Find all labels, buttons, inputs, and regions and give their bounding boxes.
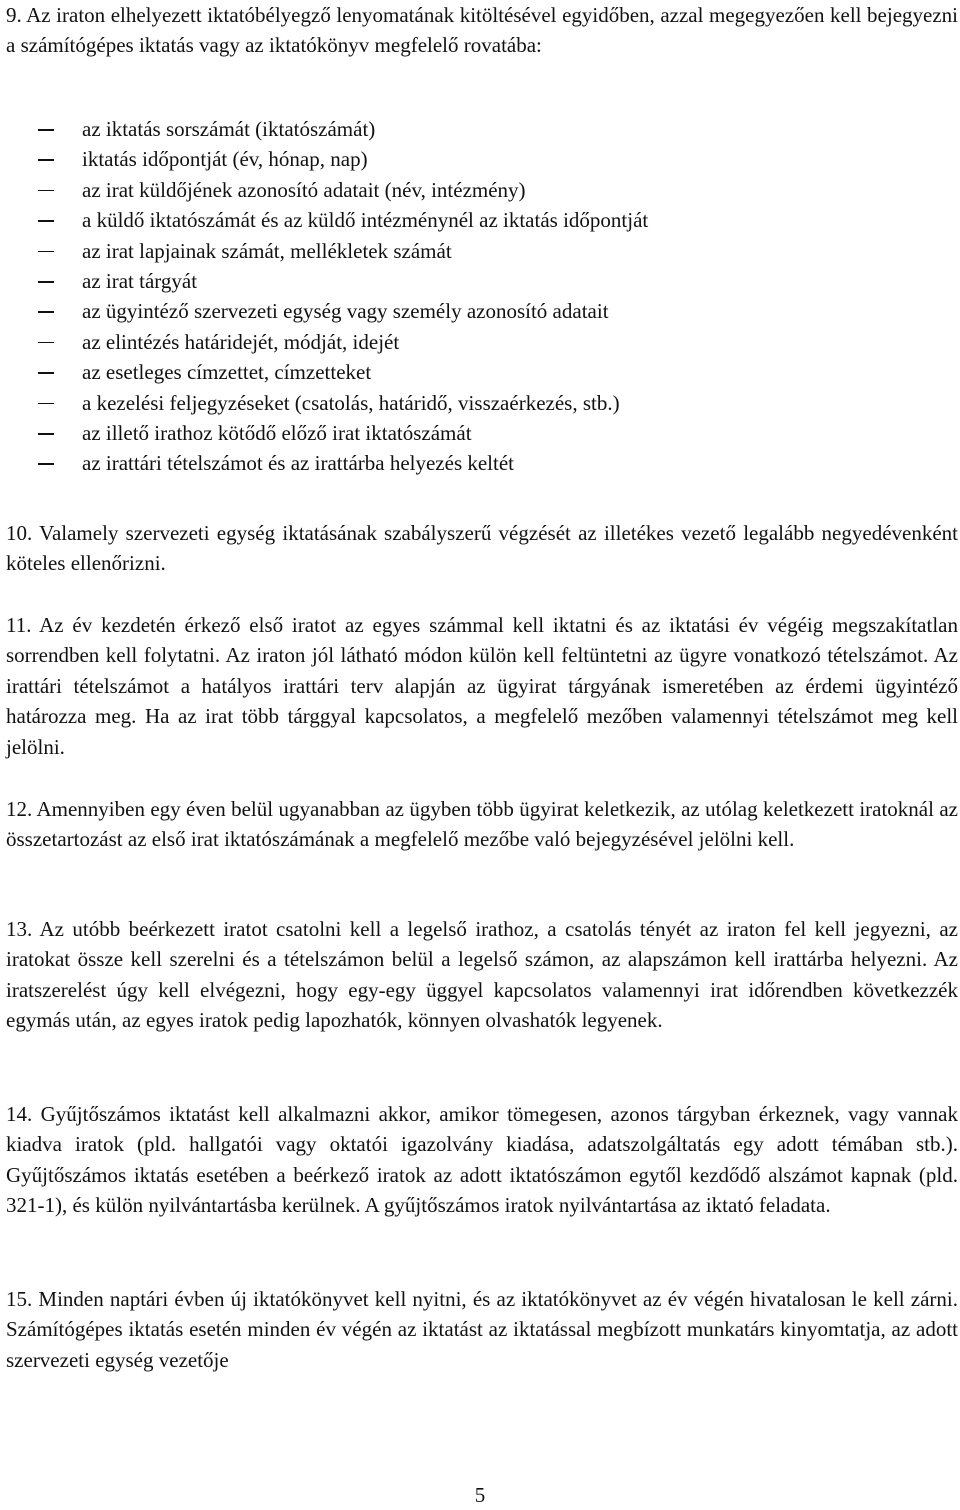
paragraph-13: 13. Az utóbb beérkezett iratot csatolni kell a legelső irathoz, a csatolás tényét az iraton fel kell jegyezni, az iratokat össze kell szerelni és a tételszámon belül a legelső számon, az alapszámon kell irattárba helyezni. Az iratszerelést úgy kell elvégezni, hogy egy-egy üggyel kapcsolatos valamennyi irat időrendben következzék egymás után, az egyes iratok pedig lapozhatók, könnyen olvashatók legyenek. bbox=[6, 917, 958, 1033]
page-number: 5 bbox=[474, 1483, 486, 1507]
dash-bullet bbox=[38, 251, 54, 253]
paragraph-15: 15. Minden naptári évben új iktatókönyvet kell nyitni, és az iktatókönyvet az év végén hivatalosan le kell zárni. Számítógépes iktatás esetén minden év végén az iktatást az iktatással megbízott munkatárs kinyomtatja, az adott szervezeti egység vezetője bbox=[6, 1287, 958, 1372]
list-item: az elintézés határidejét, módját, idejét bbox=[6, 327, 958, 357]
list-item: az irat tárgyát bbox=[6, 266, 958, 296]
list-item: a kezelési feljegyzéseket (csatolás, határidő, visszaérkezés, stb.) bbox=[6, 388, 958, 418]
dash-bullet bbox=[38, 129, 54, 131]
paragraph-11: 11. Az év kezdetén érkező első iratot az egyes számmal kell iktatni és az iktatási év végéig megszakítatlan sorrendben kell folytatni. Az iraton jól látható módon külön kell feltüntetni az ügyre vonatkozó tételszámot. Az irattári tételszámot a hatályos irattári terv alapján az ügyirat tárgyának ismeretében az érdemi ügyintéző határozza meg. Ha az irat több tárggyal kapcsolatos, a megfelelő mezőben valamennyi tételszámot meg kell jelölni. bbox=[6, 613, 958, 759]
list-item: az irat lapjainak számát, mellékletek számát bbox=[6, 236, 958, 266]
paragraph-12: 12. Amennyiben egy éven belül ugyanabban az ügyben több ügyirat keletkezik, az utólag keletkezett iratoknál az összetartozást az első irat iktatószámának a megfelelő mezőbe való bejegyzésével jelölni kell. bbox=[6, 797, 958, 852]
dash-bullet bbox=[38, 403, 54, 405]
dash-bullet bbox=[38, 281, 54, 283]
dash-bullet bbox=[38, 372, 54, 374]
registration-fields-list bbox=[6, 114, 958, 479]
dash-bullet bbox=[38, 159, 54, 161]
list-item: a küldő iktatószámát és az küldő intézménynél az iktatás időpontját bbox=[6, 205, 958, 235]
list-item: az esetleges címzettet, címzetteket bbox=[6, 357, 958, 387]
list-item: iktatás időpontját (év, hónap, nap) bbox=[6, 144, 958, 174]
list-item: az irat küldőjének azonosító adatait (név, intézmény) bbox=[6, 175, 958, 205]
paragraph-10: 10. Valamely szervezeti egység iktatásának szabályszerű végzését az illetékes vezető legalább negyedévenként köteles ellenőrizni. bbox=[6, 521, 958, 576]
dash-bullet bbox=[38, 190, 54, 192]
list-item: az illető irathoz kötődő előző irat iktatószámát bbox=[6, 418, 958, 448]
dash-bullet bbox=[38, 463, 54, 465]
dash-bullet bbox=[38, 433, 54, 435]
dash-bullet bbox=[38, 342, 54, 344]
list-item: az iktatás sorszámát (iktatószámát) bbox=[6, 114, 958, 144]
dash-bullet bbox=[38, 220, 54, 222]
dash-bullet bbox=[38, 311, 54, 313]
list-item: az irattári tételszámot és az irattárba helyezés keltét bbox=[6, 448, 958, 478]
paragraph-9: 9. Az iraton elhelyezett iktatóbélyegző lenyomatának kitöltésével egyidőben, azzal megegyezően kell bejegyezni a számítógépes iktatás vagy az iktatókönyv megfelelő rovatába: bbox=[6, 3, 958, 58]
paragraph-14: 14. Gyűjtőszámos iktatást kell alkalmazni akkor, amikor tömegesen, azonos tárgyban érkeznek, vagy vannak kiadva iratok (pld. hallgatói vagy oktatói igazolvány kiadása, adatszolgáltatás egy adott témában stb.). Gyűjtőszámos iktatás esetében a beérkező iratok az adott iktatószámon egytől kezdődő alszámot kapnak (pld. 321-1), és külön nyilvántartásba kerülnek. A gyűjtőszámos iratok nyilvántartása az iktató feladata. bbox=[6, 1102, 958, 1218]
list-item: az ügyintéző szervezeti egység vagy személy azonosító adatait bbox=[6, 296, 958, 326]
